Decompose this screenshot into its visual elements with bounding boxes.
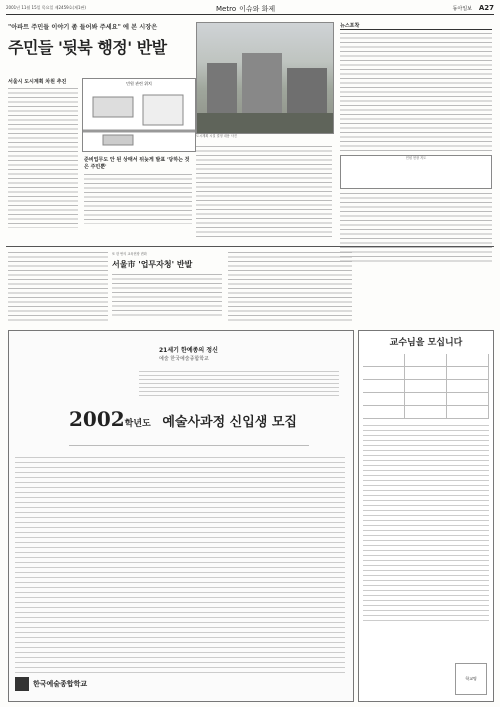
middle-headline: 서울市 '업무자청' 반발	[112, 258, 193, 269]
photo-caption: 도시계획 시설 결정 내용 사진	[196, 134, 238, 138]
table-row	[363, 367, 489, 380]
story-headline: 주민들 '뒷북 행정' 반발	[8, 38, 167, 57]
map-graphic	[83, 87, 195, 149]
school-logo-icon	[15, 677, 29, 691]
story-text-block-3	[196, 146, 332, 238]
story-subhead-block	[84, 156, 192, 224]
middle-text-right	[228, 252, 352, 322]
paper-name: 동아일보	[452, 6, 472, 12]
top-story-header	[8, 22, 188, 58]
professor-table	[363, 354, 489, 419]
professor-ad-title: 교수님을 모십니다	[389, 338, 463, 348]
professor-ad	[358, 330, 494, 702]
ad-year: 2002	[69, 407, 125, 431]
right-column	[340, 22, 492, 263]
right-section-title: 뉴스포착	[340, 22, 492, 30]
story-sub-kicker: 서울시 도시계획 차원 추진	[8, 79, 67, 85]
ad-slogan-1: 21세기 한예종의 정신	[159, 347, 218, 354]
ad-year-suffix: 학년도	[124, 419, 151, 429]
middle-text-left	[8, 252, 108, 322]
story-text-block	[8, 88, 78, 228]
building-photo	[197, 23, 333, 133]
stamp-label: 학교명	[465, 676, 477, 681]
story-kicker: "아파트 주민들 이야기 좀 들어봐 주세요" 에 본 시장은	[8, 24, 158, 31]
ad-body	[15, 457, 345, 677]
story-photo	[196, 22, 334, 134]
map-title: 민원 관련 위치	[126, 81, 152, 86]
middle-text-block	[112, 274, 222, 318]
ad-intro-text	[139, 371, 339, 397]
section-subtitle: 이슈와 화제	[239, 5, 276, 13]
location-map	[82, 78, 196, 152]
right-text-block	[340, 33, 492, 151]
right-map-box	[340, 155, 492, 189]
section-name: Metro	[216, 5, 237, 13]
table-row	[363, 354, 489, 367]
section-title	[216, 4, 275, 14]
middle-story	[112, 252, 222, 318]
section-divider	[6, 246, 494, 247]
table-row	[363, 393, 489, 406]
ad-title-block	[69, 407, 297, 431]
school-name: 한국예술종합학교	[33, 680, 88, 688]
ad-title-subline	[69, 437, 309, 446]
right-map-label: 민원 현장 지도	[405, 156, 427, 160]
ad-title: 예술사과정 신입생 모집	[162, 415, 297, 430]
table-row	[363, 406, 489, 419]
page-header	[6, 4, 494, 15]
story-column-1	[8, 78, 78, 228]
professor-ad-body	[363, 425, 489, 625]
footer-stamp	[455, 663, 487, 695]
story-subhead: 준비업무도 안 된 상태서 뒤늦게 발표 '당하는 것은 주민뿐'	[84, 157, 190, 170]
middle-kicker: 또 한 번의 교육현장 변화	[112, 252, 147, 256]
ad-slogan-2: 예술 한국예술종합학교	[159, 356, 209, 362]
table-row	[363, 380, 489, 393]
college-ad	[8, 330, 354, 702]
story-text-block-2	[84, 174, 192, 224]
right-text-block-2	[340, 193, 492, 263]
page-number: A27	[478, 4, 494, 12]
issue-date: 2001년 11월 15일 목요일 제2459호(제1판)	[6, 5, 86, 10]
